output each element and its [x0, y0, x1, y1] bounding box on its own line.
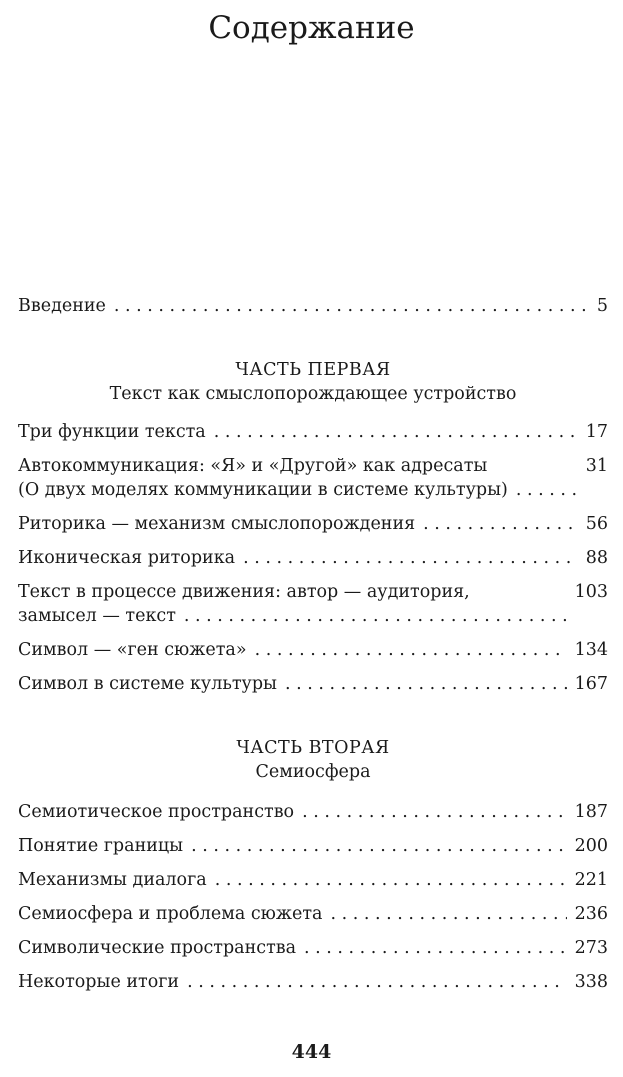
toc-entry-page: 31 — [585, 456, 608, 476]
toc-entry-page: 187 — [574, 802, 608, 822]
toc-entry[interactable] — [18, 834, 608, 858]
toc-entry-page: 273 — [574, 938, 608, 958]
toc-entry-title: (О двух моделях коммуникации в системе культуры) — [18, 480, 508, 500]
toc-entry-page: 236 — [574, 904, 608, 924]
part-subtitle: Текст как смыслопорождающее устройство — [109, 384, 517, 404]
toc-entry-page: 103 — [574, 582, 608, 602]
dot-leader — [184, 604, 567, 628]
toc-entry-page: 338 — [574, 972, 608, 992]
toc-entry[interactable] — [18, 580, 608, 628]
toc-entry[interactable] — [18, 902, 608, 926]
dot-leader — [304, 936, 567, 960]
toc-entry-title: Символ — «ген сюжета» — [18, 640, 247, 660]
dot-leader — [330, 902, 566, 926]
toc-entry[interactable] — [18, 546, 608, 570]
toc-entry-page: 56 — [585, 514, 608, 534]
part-subtitle: Семиосфера — [255, 762, 371, 782]
page-number: 444 — [291, 1041, 332, 1063]
toc-entry[interactable] — [18, 868, 608, 892]
dot-leader — [255, 638, 567, 662]
toc-entry-intro[interactable] — [18, 294, 608, 318]
toc-entry-title: замысел — текст — [18, 606, 176, 626]
dot-leader — [191, 834, 567, 858]
toc-entry[interactable] — [18, 936, 608, 960]
part-heading: ЧАСТЬ ВТОРАЯ — [236, 738, 390, 758]
toc-entry[interactable] — [18, 672, 608, 696]
dot-leader — [516, 478, 578, 502]
toc-entry[interactable] — [18, 638, 608, 662]
toc-entry-page: 200 — [574, 836, 608, 856]
toc-entry-title-line: Автокоммуникация: «Я» и «Другой» как адресаты — [18, 456, 488, 476]
toc-entry-title: Символические пространства — [18, 938, 297, 958]
toc-entry-page: 134 — [574, 640, 608, 660]
dot-leader — [215, 868, 567, 892]
dot-leader — [243, 546, 578, 570]
toc-entry-page: 167 — [574, 674, 608, 694]
page-title: Содержание — [208, 10, 415, 46]
dot-leader — [214, 420, 578, 444]
toc-entry-title: Механизмы диалога — [18, 870, 207, 890]
dot-leader — [423, 512, 578, 536]
toc-entry-title: Три функции текста — [18, 422, 206, 442]
toc-entry-title: Риторика — механизм смыслопорождения — [18, 514, 416, 534]
toc-entry[interactable] — [18, 420, 608, 444]
toc-entry-title: Иконическая риторика — [18, 548, 236, 568]
toc-entry-title: Введение — [18, 296, 106, 316]
toc-entry-page: 17 — [585, 422, 608, 442]
dot-leader — [187, 970, 567, 994]
toc-entry[interactable] — [18, 970, 608, 994]
dot-leader — [285, 672, 567, 696]
toc-entry-page: 5 — [596, 296, 608, 316]
toc-entry-title: Семиосфера и проблема сюжета — [18, 904, 323, 924]
toc-entry-page: 88 — [585, 548, 608, 568]
toc-entry[interactable] — [18, 800, 608, 824]
toc-entry-page: 221 — [574, 870, 608, 890]
toc-entry[interactable] — [18, 512, 608, 536]
dot-leader — [302, 800, 567, 824]
dot-leader — [114, 294, 589, 318]
table-of-contents — [18, 294, 608, 994]
toc-entry-title-line: Текст в процессе движения: автор — аудитория, — [18, 582, 470, 602]
toc-entry[interactable] — [18, 454, 608, 502]
toc-entry-title: Некоторые итоги — [18, 972, 180, 992]
toc-entry-title: Семиотическое пространство — [18, 802, 295, 822]
part-heading: ЧАСТЬ ПЕРВАЯ — [235, 360, 391, 380]
toc-entry-title: Символ в системе культуры — [18, 674, 277, 694]
toc-entry-title: Понятие границы — [18, 836, 184, 856]
